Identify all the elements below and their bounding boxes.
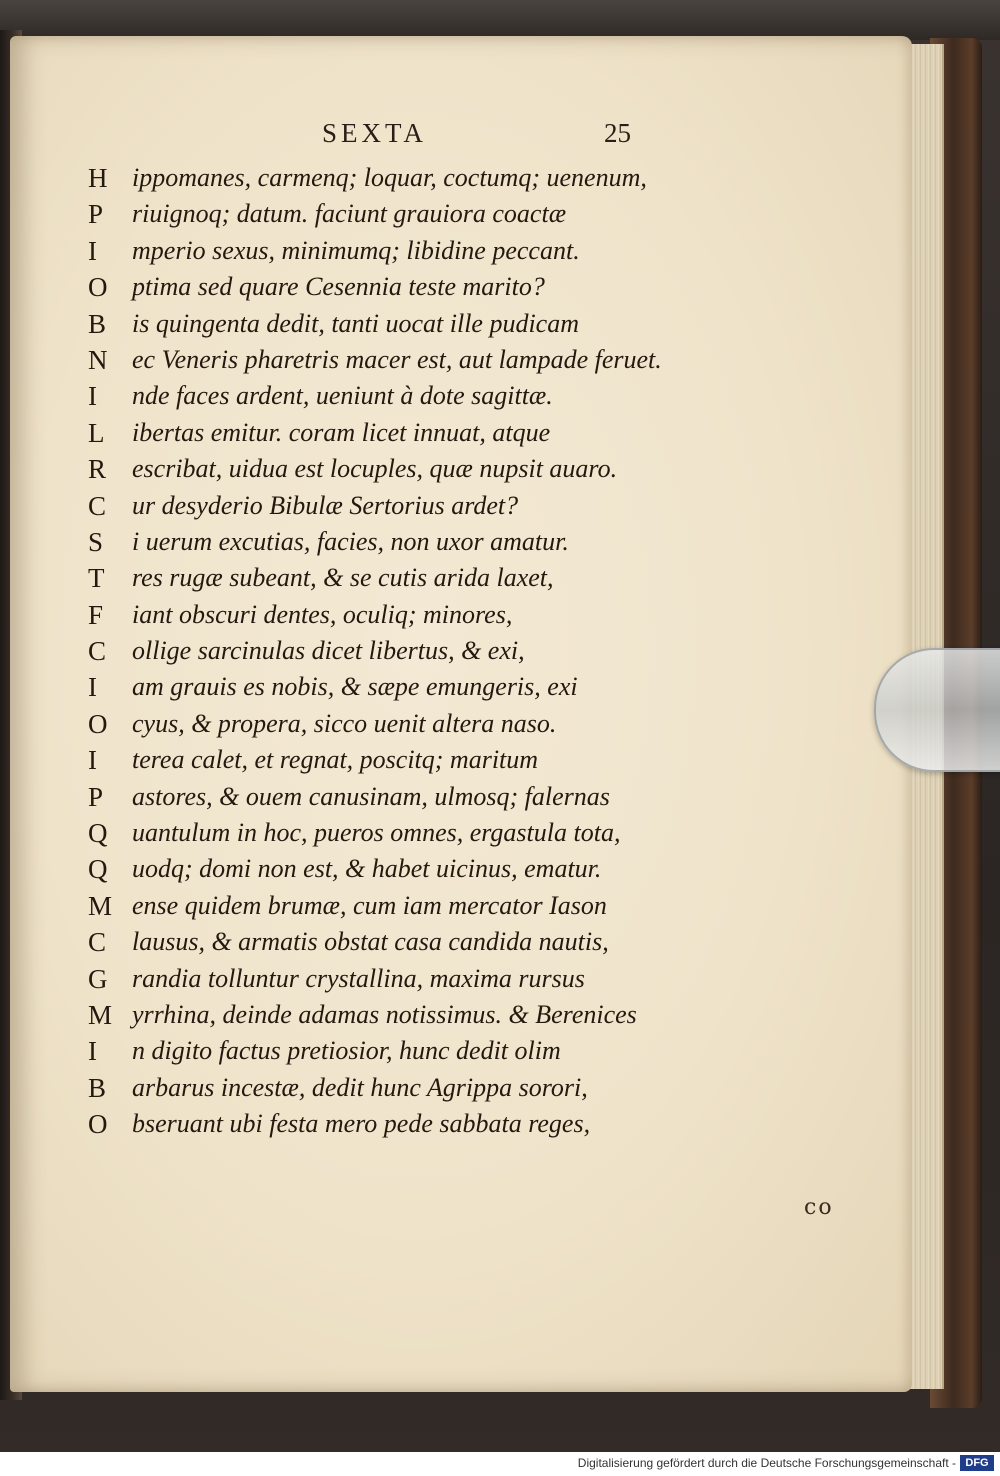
verse-initial: P (88, 781, 104, 812)
verse-line (88, 342, 778, 378)
verse-line (88, 378, 778, 414)
verse-line (88, 233, 778, 269)
verse-line-text: escribat, uidua est locuples, quæ nupsit auaro. (132, 454, 618, 484)
page-number: 25 (604, 118, 631, 148)
verse-line-text: bseruant ubi festa mero pede sabbata reges, (132, 1109, 591, 1139)
verse-line (88, 306, 778, 342)
verse-line (88, 1033, 778, 1069)
verse-initial: B (88, 1072, 107, 1103)
verse-initial: B (88, 308, 107, 339)
dfg-logo-icon: DFG (960, 1455, 994, 1471)
verse-initial: P (88, 199, 104, 230)
verse-line-text: ur desyderio Bibulæ Sertorius ardet? (132, 490, 519, 520)
verse-line-text: randia tolluntur crystallina, maxima rursus (132, 963, 585, 993)
verse-line-text: lausus, & armatis obstat casa candida nautis, (132, 927, 609, 957)
verse-line (88, 779, 778, 815)
catchword: co (804, 1195, 834, 1220)
verse-line-text: i uerum excutias, facies, non uxor amatur. (132, 526, 569, 556)
verse-line-text: ollige sarcinulas dicet libertus, & exi, (132, 636, 525, 666)
verse-initial: L (88, 417, 105, 448)
verse-line (88, 633, 778, 669)
verse-line (88, 1070, 778, 1106)
verse-line-text: ptima sed quare Cesennia teste marito? (132, 272, 545, 302)
verse-initial: I (88, 235, 97, 266)
verse-initial: O (88, 708, 108, 739)
verse-line (88, 160, 778, 196)
verse-line-text: am grauis es nobis, & sæpe emungeris, exi (132, 672, 578, 702)
verse-text (88, 160, 778, 1143)
verse-initial: R (88, 454, 107, 485)
verse-initial: T (88, 563, 105, 594)
verse-line-text: terea calet, et regnat, poscitq; maritum (132, 745, 539, 775)
verse-line-text: uantulum in hoc, pueros omnes, ergastula tota, (132, 818, 621, 848)
verse-line (88, 269, 778, 305)
scanner-background (0, 0, 1000, 40)
verse-line-text: iant obscuri dentes, oculiq; minores, (132, 599, 513, 629)
verse-line (88, 924, 778, 960)
verse-line-text: ippomanes, carmenq; loquar, coctumq; uenenum, (132, 163, 647, 192)
verse-line (88, 1106, 778, 1142)
verse-line-text: res rugæ subeant, & se cutis arida laxet, (132, 563, 554, 593)
verse-line (88, 415, 778, 451)
verse-initial: I (88, 1036, 97, 1067)
verse-line (88, 524, 778, 560)
verse-line-text: arbarus incestæ, dedit hunc Agrippa sorori, (132, 1072, 588, 1102)
footer-bar (0, 1452, 1000, 1476)
verse-line (88, 851, 778, 887)
verse-initial: C (88, 490, 107, 521)
verse-line-text: uodq; domi non est, & habet uicinus, ematur. (132, 854, 602, 884)
verse-line-text: astores, & ouem canusinam, ulmosq; falernas (132, 781, 610, 811)
verse-line (88, 815, 778, 851)
verse-line-text: cyus, & propera, sicco uenit altera naso. (132, 708, 557, 738)
verse-initial: H (88, 163, 108, 193)
verse-line (88, 742, 778, 778)
verse-initial: O (88, 272, 108, 303)
verse-initial: M (88, 999, 113, 1030)
verse-initial: G (88, 963, 108, 994)
verse-line (88, 706, 778, 742)
verse-line (88, 560, 778, 596)
verse-line-text: n digito factus pretiosior, hunc dedit olim (132, 1036, 561, 1066)
verse-line-text: ense quidem brumæ, cum iam mercator Iason (132, 890, 607, 920)
verse-line (88, 888, 778, 924)
verse-line-text: is quingenta dedit, tanti uocat ille pudicam (132, 308, 580, 338)
verse-initial: I (88, 381, 97, 412)
verse-line-text: yrrhina, deinde adamas notissimus. & Berenices (132, 999, 637, 1029)
running-title: SEXTA (322, 118, 427, 148)
verse-line (88, 669, 778, 705)
verse-line-text: ec Veneris pharetris macer est, aut lampade feruet. (132, 344, 662, 374)
verse-initial: F (88, 599, 104, 630)
verse-line (88, 451, 778, 487)
page-clip (874, 648, 1000, 772)
verse-line (88, 488, 778, 524)
verse-initial: O (88, 1109, 108, 1140)
verse-initial: Q (88, 818, 108, 849)
verse-initial: N (88, 344, 108, 375)
verse-line-text: nde faces ardent, ueniunt à dote sagittæ. (132, 381, 553, 411)
verse-line-text: ibertas emitur. coram licet innuat, atque (132, 417, 551, 447)
verse-initial: I (88, 672, 97, 703)
verse-line (88, 196, 778, 232)
verse-initial: C (88, 927, 107, 958)
verse-line (88, 997, 778, 1033)
running-head (0, 118, 912, 154)
verse-line-text: mperio sexus, minimumq; libidine peccant. (132, 235, 580, 265)
verse-initial: S (88, 526, 104, 557)
verse-initial: M (88, 890, 113, 921)
verse-initial: C (88, 636, 107, 667)
verse-line (88, 961, 778, 997)
verse-initial: I (88, 745, 97, 776)
verse-line (88, 597, 778, 633)
verse-initial: Q (88, 854, 108, 885)
verse-line-text: riuignoq; datum. faciunt grauiora coactæ (132, 199, 567, 229)
funding-credit: Digitalisierung gefördert durch die Deutsche Forschungsgemeinschaft - (577, 1456, 956, 1470)
